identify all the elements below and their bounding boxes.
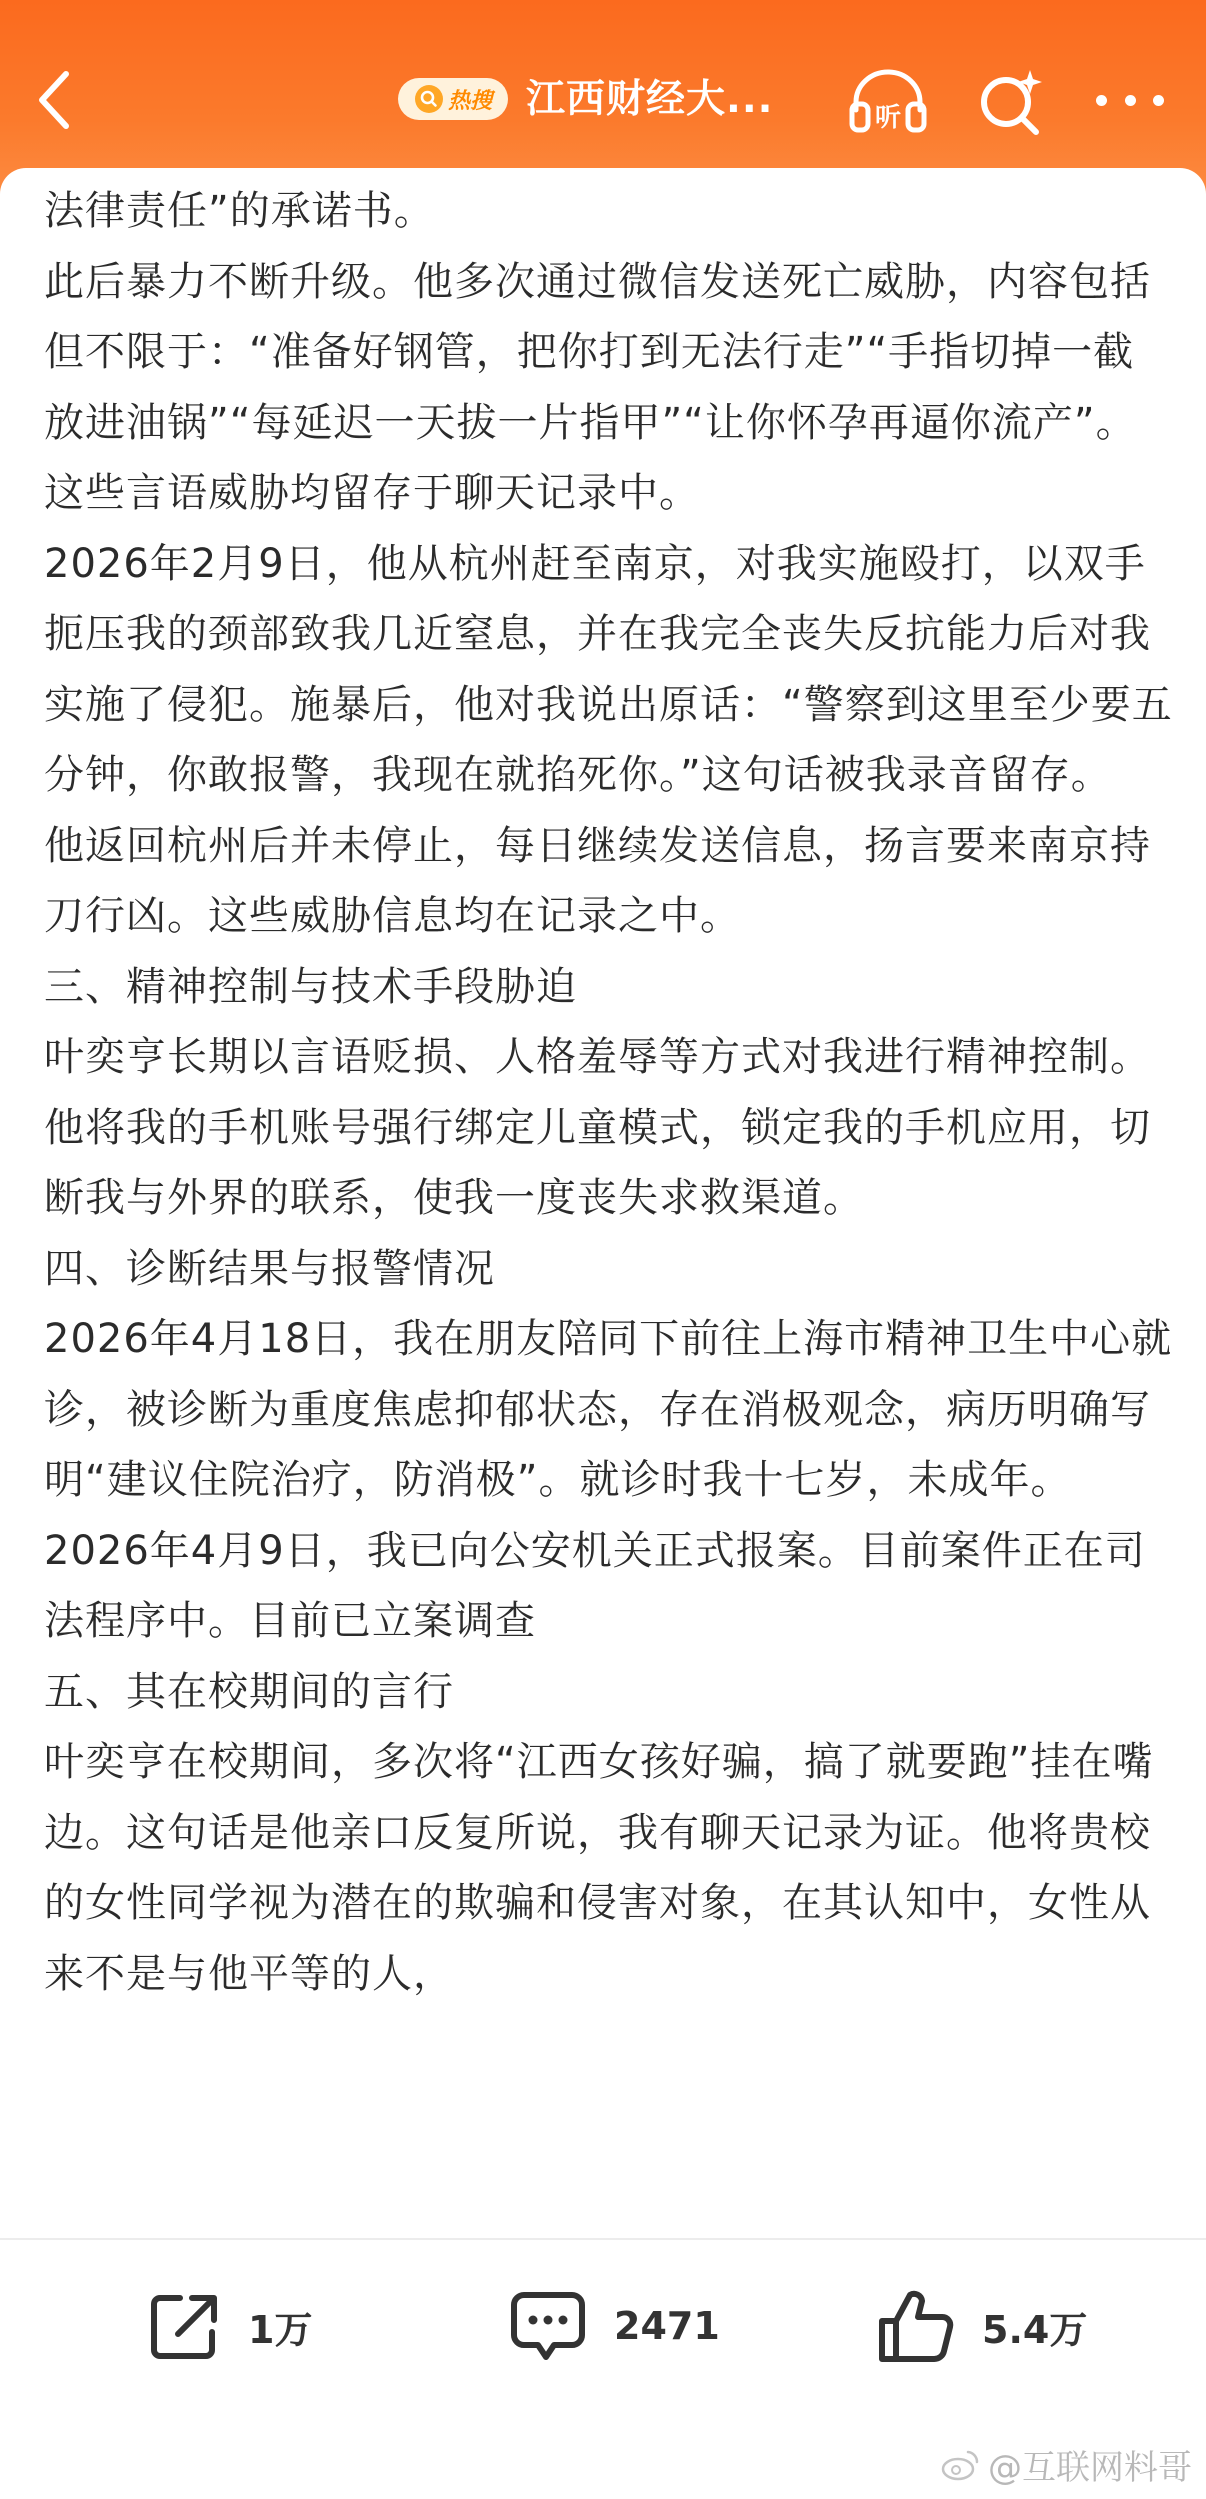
hot-search-badge[interactable] bbox=[398, 78, 508, 120]
article-body bbox=[44, 176, 1174, 2009]
weibo-logo-icon bbox=[940, 2448, 980, 2482]
watermark bbox=[940, 2440, 1192, 2489]
article-card bbox=[0, 168, 1206, 2238]
topic-title[interactable]: 江西财经大... bbox=[526, 77, 774, 122]
more-dot bbox=[1153, 95, 1164, 106]
more-dots-icon bbox=[1096, 95, 1107, 106]
section-heading: 四、诊断结果与报警情况 bbox=[44, 1245, 495, 1292]
listen-label: 听 bbox=[874, 103, 902, 133]
share-count: 1万 bbox=[248, 2307, 313, 2352]
hot-badge-label: 热搜 bbox=[447, 88, 492, 114]
comment-button[interactable] bbox=[508, 2276, 720, 2376]
like-count: 5.4万 bbox=[982, 2307, 1088, 2352]
comment-count: 2471 bbox=[614, 2304, 720, 2348]
section-heading: 五、其在校期间的言行 bbox=[44, 1668, 454, 1715]
comment-icon bbox=[508, 2287, 588, 2365]
share-button[interactable] bbox=[146, 2276, 312, 2376]
article-paragraph: 2026年4月9日，我已向公安机关正式报案。目前案件正在司法程序中。目前已立案调查 bbox=[44, 1527, 1146, 1644]
watermark-text: @互联网料哥 bbox=[988, 2448, 1192, 2488]
search-button[interactable] bbox=[972, 64, 1048, 140]
section-heading: 三、精神控制与技术手段胁迫 bbox=[44, 963, 577, 1010]
headphones-icon bbox=[846, 64, 930, 136]
action-bar bbox=[0, 2238, 1206, 2499]
search-sparkle-icon bbox=[972, 64, 1048, 140]
like-thumb-icon bbox=[876, 2287, 956, 2365]
article-paragraph: 2026年4月18日，我在朋友陪同下前往上海市精神卫生中心就诊，被诊断为重度焦虑抑郁状态，存在消极观念，病历明确写明“建议住院治疗，防消极”。就诊时我十七岁，未成年。 bbox=[44, 1316, 1173, 1503]
article-paragraph: 叶奕亨长期以言语贬损、人格羞辱等方式对我进行精神控制。他将我的手机账号强行绑定儿童模式，锁定我的手机应用，切断我与外界的联系，使我一度丧失求救渠道。 bbox=[44, 1034, 1151, 1221]
article-paragraph: 法律责任”的承诺书。 bbox=[44, 188, 435, 234]
share-icon bbox=[146, 2288, 222, 2364]
more-button[interactable] bbox=[1090, 80, 1170, 120]
like-button[interactable] bbox=[876, 2276, 1087, 2376]
back-chevron-icon bbox=[34, 68, 74, 132]
article-paragraph: 2026年2月9日，他从杭州赶至南京，对我实施殴打，以双手扼压我的颈部致我几近窒息，并在我完全丧失反抗能力后对我实施了侵犯。施暴后，他对我说出原话：“警察到这里至少要五分钟，你敢报警，我现在就掐死你。”这句话被我录音留存。 bbox=[44, 540, 1173, 798]
hot-search-icon bbox=[414, 84, 444, 114]
listen-button[interactable] bbox=[846, 64, 930, 136]
more-dot bbox=[1125, 95, 1136, 106]
article-paragraph: 叶奕亨在校期间，多次将“江西女孩好骗，搞了就要跑”挂在嘴边。这句话是他亲口反复所说，我有聊天记录为证。他将贵校的女性同学视为潜在的欺骗和侵害对象，在其认知中，女性从来不是与他平等的人， bbox=[44, 1739, 1154, 1997]
back-button[interactable] bbox=[24, 62, 84, 138]
article-paragraph: 他返回杭州后并未停止，每日继续发送信息，扬言要来南京持刀行凶。这些威胁信息均在记录之中。 bbox=[44, 822, 1151, 939]
article-paragraph: 此后暴力不断升级。他多次通过微信发送死亡威胁，内容包括但不限于：“准备好钢管，把你打到无法行走”“手指切掉一截放进油锅”“每延迟一天拔一片指甲”“让你怀孕再逼你流产”。这些言语威胁均留存于聊天记录中。 bbox=[44, 258, 1151, 516]
